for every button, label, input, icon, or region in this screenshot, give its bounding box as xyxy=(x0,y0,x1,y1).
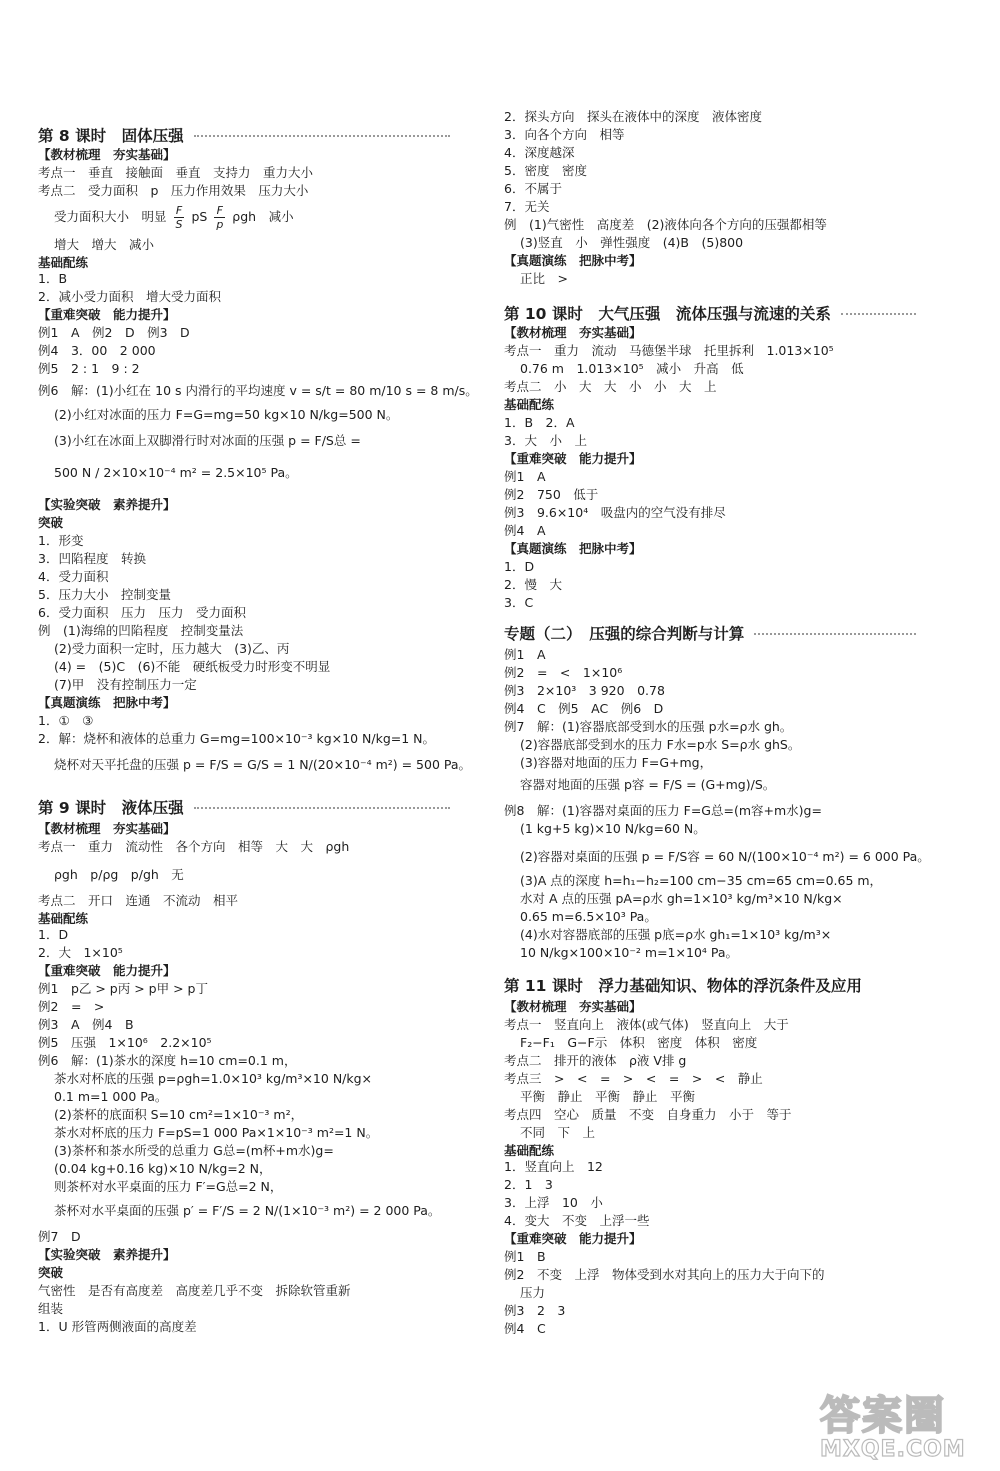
answer-line: 不同 下 上 xyxy=(520,1125,596,1140)
answer-line: (3)A 点的深度 h=h₁−h₂=100 cm−35 cm=65 cm=0.65 m， xyxy=(520,873,883,888)
answer-line: (3)竖直 小 弹性强度 (4)B (5)800 xyxy=(520,235,744,250)
subheading: 【真题演练 把脉中考】 xyxy=(504,541,642,556)
answer-line: 5．压力大小 控制变量 xyxy=(38,587,171,602)
subheading: 【重难突破 能力提升】 xyxy=(38,963,176,978)
watermark-text-url: MXQE.COM xyxy=(820,1437,966,1462)
subheading: 【重难突破 能力提升】 xyxy=(504,451,642,466)
watermark-text-cn: 答案圈 xyxy=(820,1393,946,1439)
answer-line: 0.76 m 1.013×10⁵ 减小 升高 低 xyxy=(520,361,744,376)
answer-line: 6．不属于 xyxy=(504,181,562,196)
answer-line: 5．密度 密度 xyxy=(504,163,587,178)
answer-line: 7．无关 xyxy=(504,199,550,214)
answer-line: 则茶杯对水平桌面的压力 F′=G总=2 N， xyxy=(54,1179,283,1194)
answer-line: (2)容器对桌面的压强 p = F/S容 = 60 N/(100×10⁻⁴ m²) = 6 000 Pa。 xyxy=(520,849,930,864)
answer-line: (1 kg+5 kg)×10 N/kg=60 N。 xyxy=(520,821,706,836)
answer-line: 考点二 排开的液体 ρ液 V排 g xyxy=(504,1053,687,1068)
answer-line: (3)小红在冰面上双脚滑行时对冰面的压强 p = F/S总 = xyxy=(54,433,361,448)
answer-line: 例6 解：(1)小红在 10 s 内滑行的平均速度 v = s/t = 80 m/10 s = 8 m/s。 xyxy=(38,383,478,398)
answer-line: 考点三 > < = > < = > < 静止 xyxy=(504,1071,763,1086)
subheading: 【实验突破 素养提升】 xyxy=(38,1247,176,1262)
answer-line: (0.04 kg+0.16 kg)×10 N/kg=2 N， xyxy=(54,1161,272,1176)
subheading: 基础配练 xyxy=(38,911,89,926)
answer-line: 例1 B xyxy=(504,1249,546,1264)
watermark-logo xyxy=(820,1395,990,1465)
answer-line: 例2 = < 1×10⁶ xyxy=(504,665,623,680)
answer-line: (2)小红对冰面的压力 F=G=mg=50 kg×10 N/kg=500 N。 xyxy=(54,407,399,422)
answer-line: 例7 D xyxy=(38,1229,81,1244)
answer-line: F₂−F₁ G−F示 体积 密度 体积 密度 xyxy=(520,1035,758,1050)
answer-line: 2．减小受力面积 增大受力面积 xyxy=(38,289,221,304)
answer-line: 例4 A xyxy=(504,523,546,538)
subheading: 基础配练 xyxy=(504,1143,555,1158)
answer-line: (4) = (5)C (6)不能 硬纸板受力时形变不明显 xyxy=(54,659,331,674)
answer-line: 1．竖直向上 12 xyxy=(504,1159,603,1174)
subheading: 【教材梳理 夯实基础】 xyxy=(504,325,642,340)
answer-line: 水对 A 点的压强 pA=ρ水 gh=1×10³ kg/m³×10 N/kg× xyxy=(520,891,843,906)
answer-line: 茶水对杯底的压强 p=ρgh=1.0×10³ kg/m³×10 N/kg× xyxy=(54,1071,373,1086)
answer-line: 例7 解：(1)容器底部受到水的压强 p水=ρ水 gh。 xyxy=(504,719,793,734)
subheading: 突破 xyxy=(38,515,64,530)
subheading: 基础配练 xyxy=(38,255,89,270)
answer-line: (2)茶杯的底面积 S=10 cm²=1×10⁻³ m²， xyxy=(54,1107,304,1122)
answer-line: 例 (1)海绵的凹陷程度 控制变量法 xyxy=(38,623,244,638)
answer-line: 10 N/kg×100×10⁻² m=1×10⁴ Pa。 xyxy=(520,945,739,960)
answer-line: 正比 > xyxy=(520,271,568,286)
answer-line: 例1 A 例2 D 例3 D xyxy=(38,325,190,340)
subheading: 【重难突破 能力提升】 xyxy=(38,307,176,322)
answer-line: 1．D xyxy=(38,927,69,942)
section-title-lesson-9: 第 9 课时 液体压强 xyxy=(38,796,450,818)
answer-line: 考点一 重力 流动 马德堡半球 托里拆利 1.013×10⁵ xyxy=(504,343,834,358)
answer-line: 例6 解：(1)茶水的深度 h=10 cm=0.1 m， xyxy=(38,1053,297,1068)
answer-line: 例1 p乙 > p丙 > p甲 > p丁 xyxy=(38,981,208,996)
answer-line: 例3 2×10³ 3 920 0.78 xyxy=(504,683,665,698)
answer-line: 例5 压强 1×10⁶ 2.2×10⁵ xyxy=(38,1035,212,1050)
answer-line: 2．慢 大 xyxy=(504,577,562,592)
answer-line: 考点二 开口 连通 不流动 相平 xyxy=(38,893,239,908)
answer-line: 考点一 重力 流动性 各个方向 相等 大 大 ρgh xyxy=(38,839,350,854)
answer-line: 1．B 2．A xyxy=(504,415,575,430)
answer-line: (2)受力面积一定时，压力越大 (3)乙、丙 xyxy=(54,641,290,656)
answer-line: 1．形变 xyxy=(38,533,84,548)
answer-line: 0.65 m=6.5×10³ Pa。 xyxy=(520,909,657,924)
answer-line: 组装 xyxy=(38,1301,64,1316)
answer-line: 考点二 小 大 大 小 小 大 上 xyxy=(504,379,717,394)
answer-line: 气密性 是否有高度差 高度差几乎不变 拆除软管重新 xyxy=(38,1283,351,1298)
answer-line: 平衡 静止 平衡 静止 平衡 xyxy=(520,1089,696,1104)
answer-line: 4．变大 不变 上浮一些 xyxy=(504,1213,650,1228)
answer-line: 2．大 1×10⁵ xyxy=(38,945,123,960)
subheading: 基础配练 xyxy=(504,397,555,412)
answer-line: 2．探头方向 探头在液体中的深度 液体密度 xyxy=(504,109,762,124)
answer-line: 例2 不变 上浮 物体受到水对其向上的压力大于向下的 xyxy=(504,1267,825,1282)
answer-line: 例4 3．00 2 000 xyxy=(38,343,156,358)
answer-line: 考点一 竖直向上 液体(或气体) 竖直向上 大于 xyxy=(504,1017,789,1032)
answer-line: ρgh p/ρg p/gh 无 xyxy=(54,867,184,882)
answer-line: 1．D xyxy=(504,559,535,574)
subheading: 【教材梳理 夯实基础】 xyxy=(38,147,176,162)
subheading: 【真题演练 把脉中考】 xyxy=(38,695,176,710)
answer-line: 容器对地面的压强 p容 = F/S = (G+mg)/S。 xyxy=(520,777,776,792)
answer-line: 3．大 小 上 xyxy=(504,433,587,448)
answer-line: 6．受力面积 压力 压力 受力面积 xyxy=(38,605,246,620)
answer-line: 0.1 m=1 000 Pa。 xyxy=(54,1089,168,1104)
answer-line: 考点二 受力面积 p 压力作用效果 压力大小 xyxy=(38,183,309,198)
answer-line: 3．C xyxy=(504,595,534,610)
answer-line: 考点四 空心 质量 不变 自身重力 小于 等于 xyxy=(504,1107,792,1122)
answer-line: 2．1 3 xyxy=(504,1177,553,1192)
answer-line: (3)茶杯和茶水所受的总重力 G总=(m杯+m水)g= xyxy=(54,1143,334,1158)
answer-line-fractions: 受力面积大小 明显 $\frac{F}{S}$ pS $\frac{F}{p}$ ρgh 减小 xyxy=(54,204,294,231)
answer-line: 例3 9.6×10⁴ 吸盘内的空气没有排尽 xyxy=(504,505,726,520)
answer-line: (7)甲 没有控制压力一定 xyxy=(54,677,197,692)
answer-line: 1．B xyxy=(38,271,68,286)
answer-line: 3．上浮 10 小 xyxy=(504,1195,603,1210)
answer-line: 例2 = > xyxy=(38,999,105,1014)
subheading: 【重难突破 能力提升】 xyxy=(504,1231,642,1246)
subheading: 【教材梳理 夯实基础】 xyxy=(504,999,642,1014)
section-title-topic-2: 专题（二） 压强的综合判断与计算 xyxy=(504,622,916,644)
subheading: 【实验突破 素养提升】 xyxy=(38,497,176,512)
section-title-lesson-8: 第 8 课时 固体压强 xyxy=(38,124,450,146)
subheading: 【真题演练 把脉中考】 xyxy=(504,253,642,268)
answer-line: 压力 xyxy=(520,1285,546,1300)
answer-line: 2．解：烧杯和液体的总重力 G=mg=100×10⁻³ kg×10 N/kg=1 N。 xyxy=(38,731,436,746)
answer-line: 例3 A 例4 B xyxy=(38,1017,134,1032)
answer-line: 增大 增大 减小 xyxy=(54,237,155,252)
answer-line: 例2 750 低于 xyxy=(504,487,599,502)
subheading: 【教材梳理 夯实基础】 xyxy=(38,821,176,836)
answer-line: 例3 2 3 xyxy=(504,1303,566,1318)
answer-line: 1．① ③ xyxy=(38,713,94,728)
answer-line: 例1 A xyxy=(504,469,546,484)
answer-line: 3．向各个方向 相等 xyxy=(504,127,625,142)
subheading: 突破 xyxy=(38,1265,64,1280)
answer-line: 茶杯对水平桌面的压强 p′ = F′/S = 2 N/(1×10⁻³ m²) = 2 000 Pa。 xyxy=(54,1203,441,1218)
answer-line: (2)容器底部受到水的压力 F水=p水 S=ρ水 ghS。 xyxy=(520,737,801,752)
answer-line: 例1 A xyxy=(504,647,546,662)
answer-line: 3．凹陷程度 转换 xyxy=(38,551,146,566)
answer-line: 例5 2 : 1 9 : 2 xyxy=(38,361,140,376)
answer-line: 例8 解：(1)容器对桌面的压力 F=G总=(m容+m水)g= xyxy=(504,803,822,818)
answer-line: 例4 C xyxy=(504,1321,546,1336)
section-title-lesson-11: 第 11 课时 浮力基础知识、物体的浮沉条件及应用 xyxy=(504,977,862,995)
answer-line: 例 (1)气密性 高度差 (2)液体向各个方向的压强都相等 xyxy=(504,217,827,232)
section-title-lesson-10: 第 10 课时 大气压强 流体压强与流速的关系 xyxy=(504,302,916,324)
answer-line: 4．深度越深 xyxy=(504,145,575,160)
answer-line: 考点一 垂直 接触面 垂直 支持力 重力大小 xyxy=(38,165,314,180)
answer-line: 4．受力面积 xyxy=(38,569,109,584)
answer-line: (4)水对容器底部的压强 p底=ρ水 gh₁=1×10³ kg/m³× xyxy=(520,927,832,942)
answer-line: 茶水对杯底的压力 F=pS=1 000 Pa×1×10⁻³ m²=1 N。 xyxy=(54,1125,379,1140)
answer-line: 1．U 形管两侧液面的高度差 xyxy=(38,1319,197,1334)
answer-line: (3)容器对地面的压力 F=G+mg， xyxy=(520,755,713,770)
answer-line: 500 N / 2×10×10⁻⁴ m² = 2.5×10⁵ Pa。 xyxy=(54,465,298,480)
answer-line: 烧杯对天平托盘的压强 p = F/S = G/S = 1 N/(20×10⁻⁴ m²) = 500 Pa。 xyxy=(54,757,472,772)
answer-line: 例4 C 例5 AC 例6 D xyxy=(504,701,664,716)
